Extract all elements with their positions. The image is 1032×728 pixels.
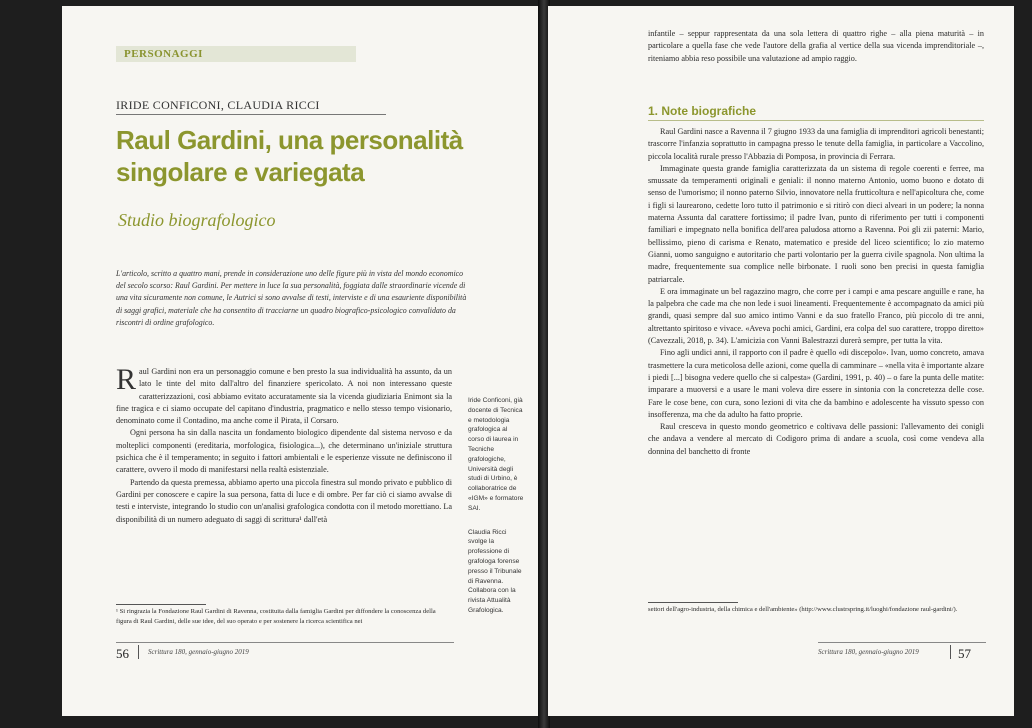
author-rule: [116, 114, 386, 115]
continued-paragraph: infantile – seppur rappresentata da una sola lettera di quattro righe – alla piena maturità – in particolare a quella fase che vede l'autore della grafia al vertice della sua vicenda imprenditoriale –, riteniamo abbia reso possibile una valutazione ad ampio raggio.: [648, 29, 984, 63]
folio-separator: [950, 645, 951, 659]
footer-rule: [116, 642, 454, 643]
running-footer: Scrittura 180, gennaio-giugno 2019: [148, 648, 249, 656]
paragraph: Raul cresceva in questo mondo geometrico e coltivava delle passioni: l'allevamento dei conigli che andava a vendere al mercato di Codigoro prima di andare a scuola, così come vendeva alla donnina del banchetto di fronte: [648, 422, 984, 456]
author-sidebar: [468, 396, 524, 630]
paragraph: Immaginate questa grande famiglia caratterizzata da un sistema di regole coerenti e ferree, ma smussate da temperamenti originali e geniali: il nonno materno Antonio, uomo buono e dotato di senso de l'umorismo; il nonno paterno Silvio, innovatore nella frutticoltura e nell'apicoltura che, come i figli si laurearono, cedette loro tutto il patrimonio e si ritirò con dieci alveari in un podere; la nonna materna Assunta dal carattere fortissimo; il padre Ivan, punto di riferimento per tutti i componenti familiari e impegnato nella bonifica dell'area paludosa attorno a Ravenna. Poi gli zii paterni: Mario, bellissimo, pieno di carisma e Renato, matematico e preside del liceo scientifico; lo zio materno Gianni, uomo sanguigno e autoritario che parti volontario per la guerra civile spagnola. Non ultima la madre, frequentemente sua complice nelle birbonate. I ruoli sono ben precisi in questa famiglia patriarcale.: [648, 163, 984, 284]
footnote: ¹ Si ringrazia la Fondazione Raul Gardini di Ravenna, costituita dalla famiglia Gardini per diffondere la conoscenza della figura di Raul Gardini, delle sue idee, del suo operato e per sostenere la ricerca scientifica nei: [116, 608, 436, 625]
abstract: L'articolo, scritto a quattro mani, prende in considerazione uno delle figure più in vista del mondo economico del secolo scorso: Raul Gardini. Per mettere in luce la sua personalità, foggiata dalle straordinarie vicende di una vita sicuramente non comune, le Autrici si sono avvalse di testi, interviste e di una esauriente disponibilità di saggi grafici, materiale che ha consentito di tracciarne un quadro biografico-psicologico convalidato da riscontri di ordine grafologico.: [116, 269, 467, 327]
paragraph: Raul Gardini non era un personaggio comune e ben presto la sua individualità ha assunto, da un lato le tinte del mito dall'altro del finanziere spericolato. A noi non interessano queste caratterizzazioni, così abbiamo evitato accuratamente sia la vicenda giudiziaria Enimont sia la fine tragica e ci siamo occupate del capitano d'industria, pragmatico e nello stesso tempo visionario, denominato come il Contadino, ma anche come il Pirata, il Corsaro.: [116, 363, 452, 426]
author-bio-2: Claudia Ricci svolge la professione di grafologa forense presso il Tribunale di Ravenna. Collabora con la rivista Attualità Grafologica.: [468, 528, 522, 614]
left-page: [62, 6, 540, 716]
article-subtitle: Studio biografologico: [118, 210, 276, 230]
folio-separator: [138, 645, 139, 659]
page-number: 56: [116, 646, 129, 661]
article-title: [116, 124, 476, 188]
paragraph: Ogni persona ha sin dalla nascita un fondamento biologico dipendente dal sistema nervoso e da molteplici componenti (ereditaria, morfologica, fisiologica...), che determinano un'iniziale struttura psichica che è il temperamento; in seguito i fattori ambientali e le esperienze vissute ne definiscono il carattere, ovvero il modo di manifestarsi nella realtà esistenziale.: [116, 428, 452, 475]
paragraph: Fino agli undici anni, il rapporto con il padre è quello «di discepolo». Ivan, uomo concreto, amava trasmettere la cura meticolosa delle azioni, come quella di camminare – «nella vita è importante alzare i piedi [...] bisogna vedere quello che si calpesta» (Gardini, 1991, p. 40) – o fare la punta delle matite: imparare a muoversi e a usare le mani voleva dire essere in sintonia con la concretezza delle cose. Fare le cose bene, con cura, sono lezioni di vita che da bambino e adolescente ha vissuto spesso con insofferenza, ma che da adulto ha fatto proprie.: [648, 348, 984, 419]
page-number: 57: [958, 646, 971, 661]
footnote: settori dell'agro-industria, della chimica e dell'ambiente» (http://www.clustrspring.it/luoghi/fondazione raul-gardini/).: [648, 606, 958, 613]
running-footer: Scrittura 180, gennaio-giugno 2019: [818, 648, 919, 656]
right-page: [548, 6, 1014, 716]
section-tag: PERSONAGGI: [116, 46, 356, 62]
paragraph: Partendo da questa premessa, abbiamo aperto una piccola finestra sul mondo privato e pubblico di Gardini per conoscere e capire la sua persona, fatta di luce e di ombre. Per far ciò ci siamo avvalse di testi e interviste, integrando lo studio con un'analisi grafologica condotta con il metodo morettiano. La disponibilità di un numero adeguato di saggi di scrittura¹ dall'età: [116, 477, 452, 524]
drop-cap: R: [116, 363, 137, 396]
authors: IRIDE CONFICONI, CLAUDIA RICCI: [116, 98, 320, 112]
footnote-rule: [648, 602, 738, 603]
section-heading: 1. Note biografiche: [648, 104, 757, 118]
author-bio-1: Iride Conficoni, già docente di Tecnica e metodologia grafologica al corso di laurea in Tecniche grafologiche, Università degli studi di Urbino, è collaboratrice de «IGM» e formatore SAI.: [468, 397, 524, 512]
footnote-rule: [116, 604, 206, 605]
paragraph: E ora immaginate un bel ragazzino magro, che corre per i campi e ama pescare anguille e rane, ha la palpebra che cade ma che non lede i suoi lineamenti. Frequentemente è accompagnato da amici più grandi, quasi sempre dal suo amico intimo Vanni e da suo fratello Franco, più piccolo di tre anni, altrettanto spiritoso e vivace. «Aveva pochi amici, Gardini, era colpa del suo carattere, troppo diretto» (Cavezzali, 2018, p. 34). L'amicizia con Vanni Balestrazzi durerà sempre, per tutta la vita.: [648, 286, 984, 346]
footer-rule: [818, 642, 986, 643]
left-body: [116, 363, 452, 526]
right-body: [648, 126, 984, 458]
title-line-1: Raul Gardini, una personalità: [116, 125, 463, 155]
paragraph: Raul Gardini nasce a Ravenna il 7 giugno 1933 da una famiglia di imprenditori agricoli benestanti; trascorre l'infanzia soprattutto in campagna presso le tenute della famiglia, in particolare a Vaccolino, piccola località rurale presso l'Abbazia di Pomposa, in provincia di Ferrara.: [648, 127, 985, 161]
heading-rule: [648, 120, 984, 121]
title-line-2: singolare e variegata: [116, 157, 365, 187]
